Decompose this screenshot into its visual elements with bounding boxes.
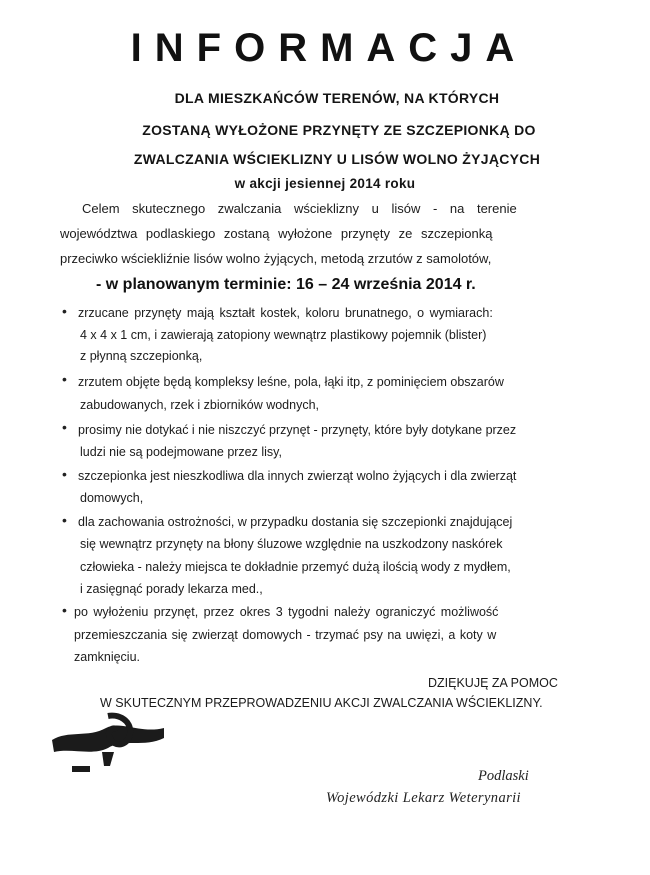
bullet-dot: • bbox=[62, 303, 67, 319]
bullet-5-line-3: człowieka - należy miejsca te dokładnie przemyć dużą ilością wody z mydłem, bbox=[80, 560, 511, 574]
bullet-dot: • bbox=[62, 466, 67, 482]
bullet-5-line-4: i zasięgnąć porady lekarza med., bbox=[80, 582, 263, 596]
bullet-dot: • bbox=[62, 602, 67, 618]
bullet-1-line-1: zrzucane przynęty mają kształt kostek, koloru brunatnego, o wymiarach: bbox=[78, 306, 493, 320]
heading-line-3: ZWALCZANIA WŚCIEKLIZNY U LISÓW WOLNO ŻYJĄCYCH bbox=[133, 151, 541, 167]
bullet-1-line-3: z płynną szczepionką, bbox=[80, 349, 203, 363]
signature-line-2: Wojewódzki Lekarz Weterynarii bbox=[326, 790, 521, 806]
bullet-dot: • bbox=[62, 371, 67, 387]
stamp-mark bbox=[48, 708, 168, 776]
bullet-dot: • bbox=[62, 512, 67, 528]
thanks-line-1: DZIĘKUJĘ ZA POMOC bbox=[428, 676, 558, 690]
intro-line-1: Celem skutecznego zwalczania wścieklizny u lisów - na terenie bbox=[82, 201, 517, 216]
bullet-6-line-2: przemieszczania się zwierząt domowych - trzymać psy na uwięzi, a koty w bbox=[74, 628, 497, 642]
bullet-4-line-2: domowych, bbox=[80, 491, 144, 505]
intro-line-3: przeciwko wściekliźnie lisów wolno żyjących, metodą zrzutów z samolotów, bbox=[60, 251, 492, 266]
thanks-line-2: W SKUTECZNYM PRZEPROWADZENIU AKCJI ZWALCZANIA WŚCIEKLIZNY. bbox=[100, 696, 543, 710]
signature-line-1: Podlaski bbox=[478, 768, 529, 784]
bullet-5-line-2: się wewnątrz przynęty na błony śluzowe względnie na uszkodzony naskórek bbox=[80, 537, 503, 551]
heading-line-1: DLA MIESZKAŃCÓW TERENÓW, NA KTÓRYCH bbox=[174, 90, 500, 106]
bullet-3-line-2: ludzi nie są podejmowane przez lisy, bbox=[80, 445, 282, 459]
heading-line-2: ZOSTANĄ WYŁOŻONE PRZYNĘTY ZE SZCZEPIONKĄ DO bbox=[142, 122, 536, 138]
bullet-6-line-1: po wyłożeniu przynęt, przez okres 3 tygodni należy ograniczyć możliwość bbox=[74, 605, 499, 619]
bullet-4-line-1: szczepionka jest nieszkodliwa dla innych zwierząt wolno żyjących i dla zwierząt bbox=[78, 469, 517, 483]
bullet-1-line-2: 4 x 4 x 1 cm, i zawierają zatopiony wewnątrz plastikowy pojemnik (blister) bbox=[80, 328, 487, 342]
bullet-5-line-1: dla zachowania ostrożności, w przypadku dostania się szczepionki znajdującej bbox=[78, 515, 513, 529]
document-title: INFORMACJA bbox=[130, 26, 528, 70]
bullet-2-line-2: zabudowanych, rzek i zbiorników wodnych, bbox=[80, 398, 320, 412]
bullet-dot: • bbox=[62, 419, 67, 435]
intro-line-2: województwa podlaskiego zostaną wyłożone przynęty ze szczepionką bbox=[60, 226, 493, 241]
heading-line-4: w akcji jesiennej 2014 roku bbox=[234, 176, 416, 191]
bullet-2-line-1: zrzutem objęte będą kompleksy leśne, pola, łąki itp, z pominięciem obszarów bbox=[78, 375, 504, 389]
date-line: - w planowanym terminie: 16 – 24 września 2014 r. bbox=[96, 276, 476, 293]
bullet-3-line-1: prosimy nie dotykać i nie niszczyć przynęt - przynęty, które były dotykane przez bbox=[78, 423, 517, 437]
bullet-6-line-3: zamknięciu. bbox=[74, 650, 140, 664]
